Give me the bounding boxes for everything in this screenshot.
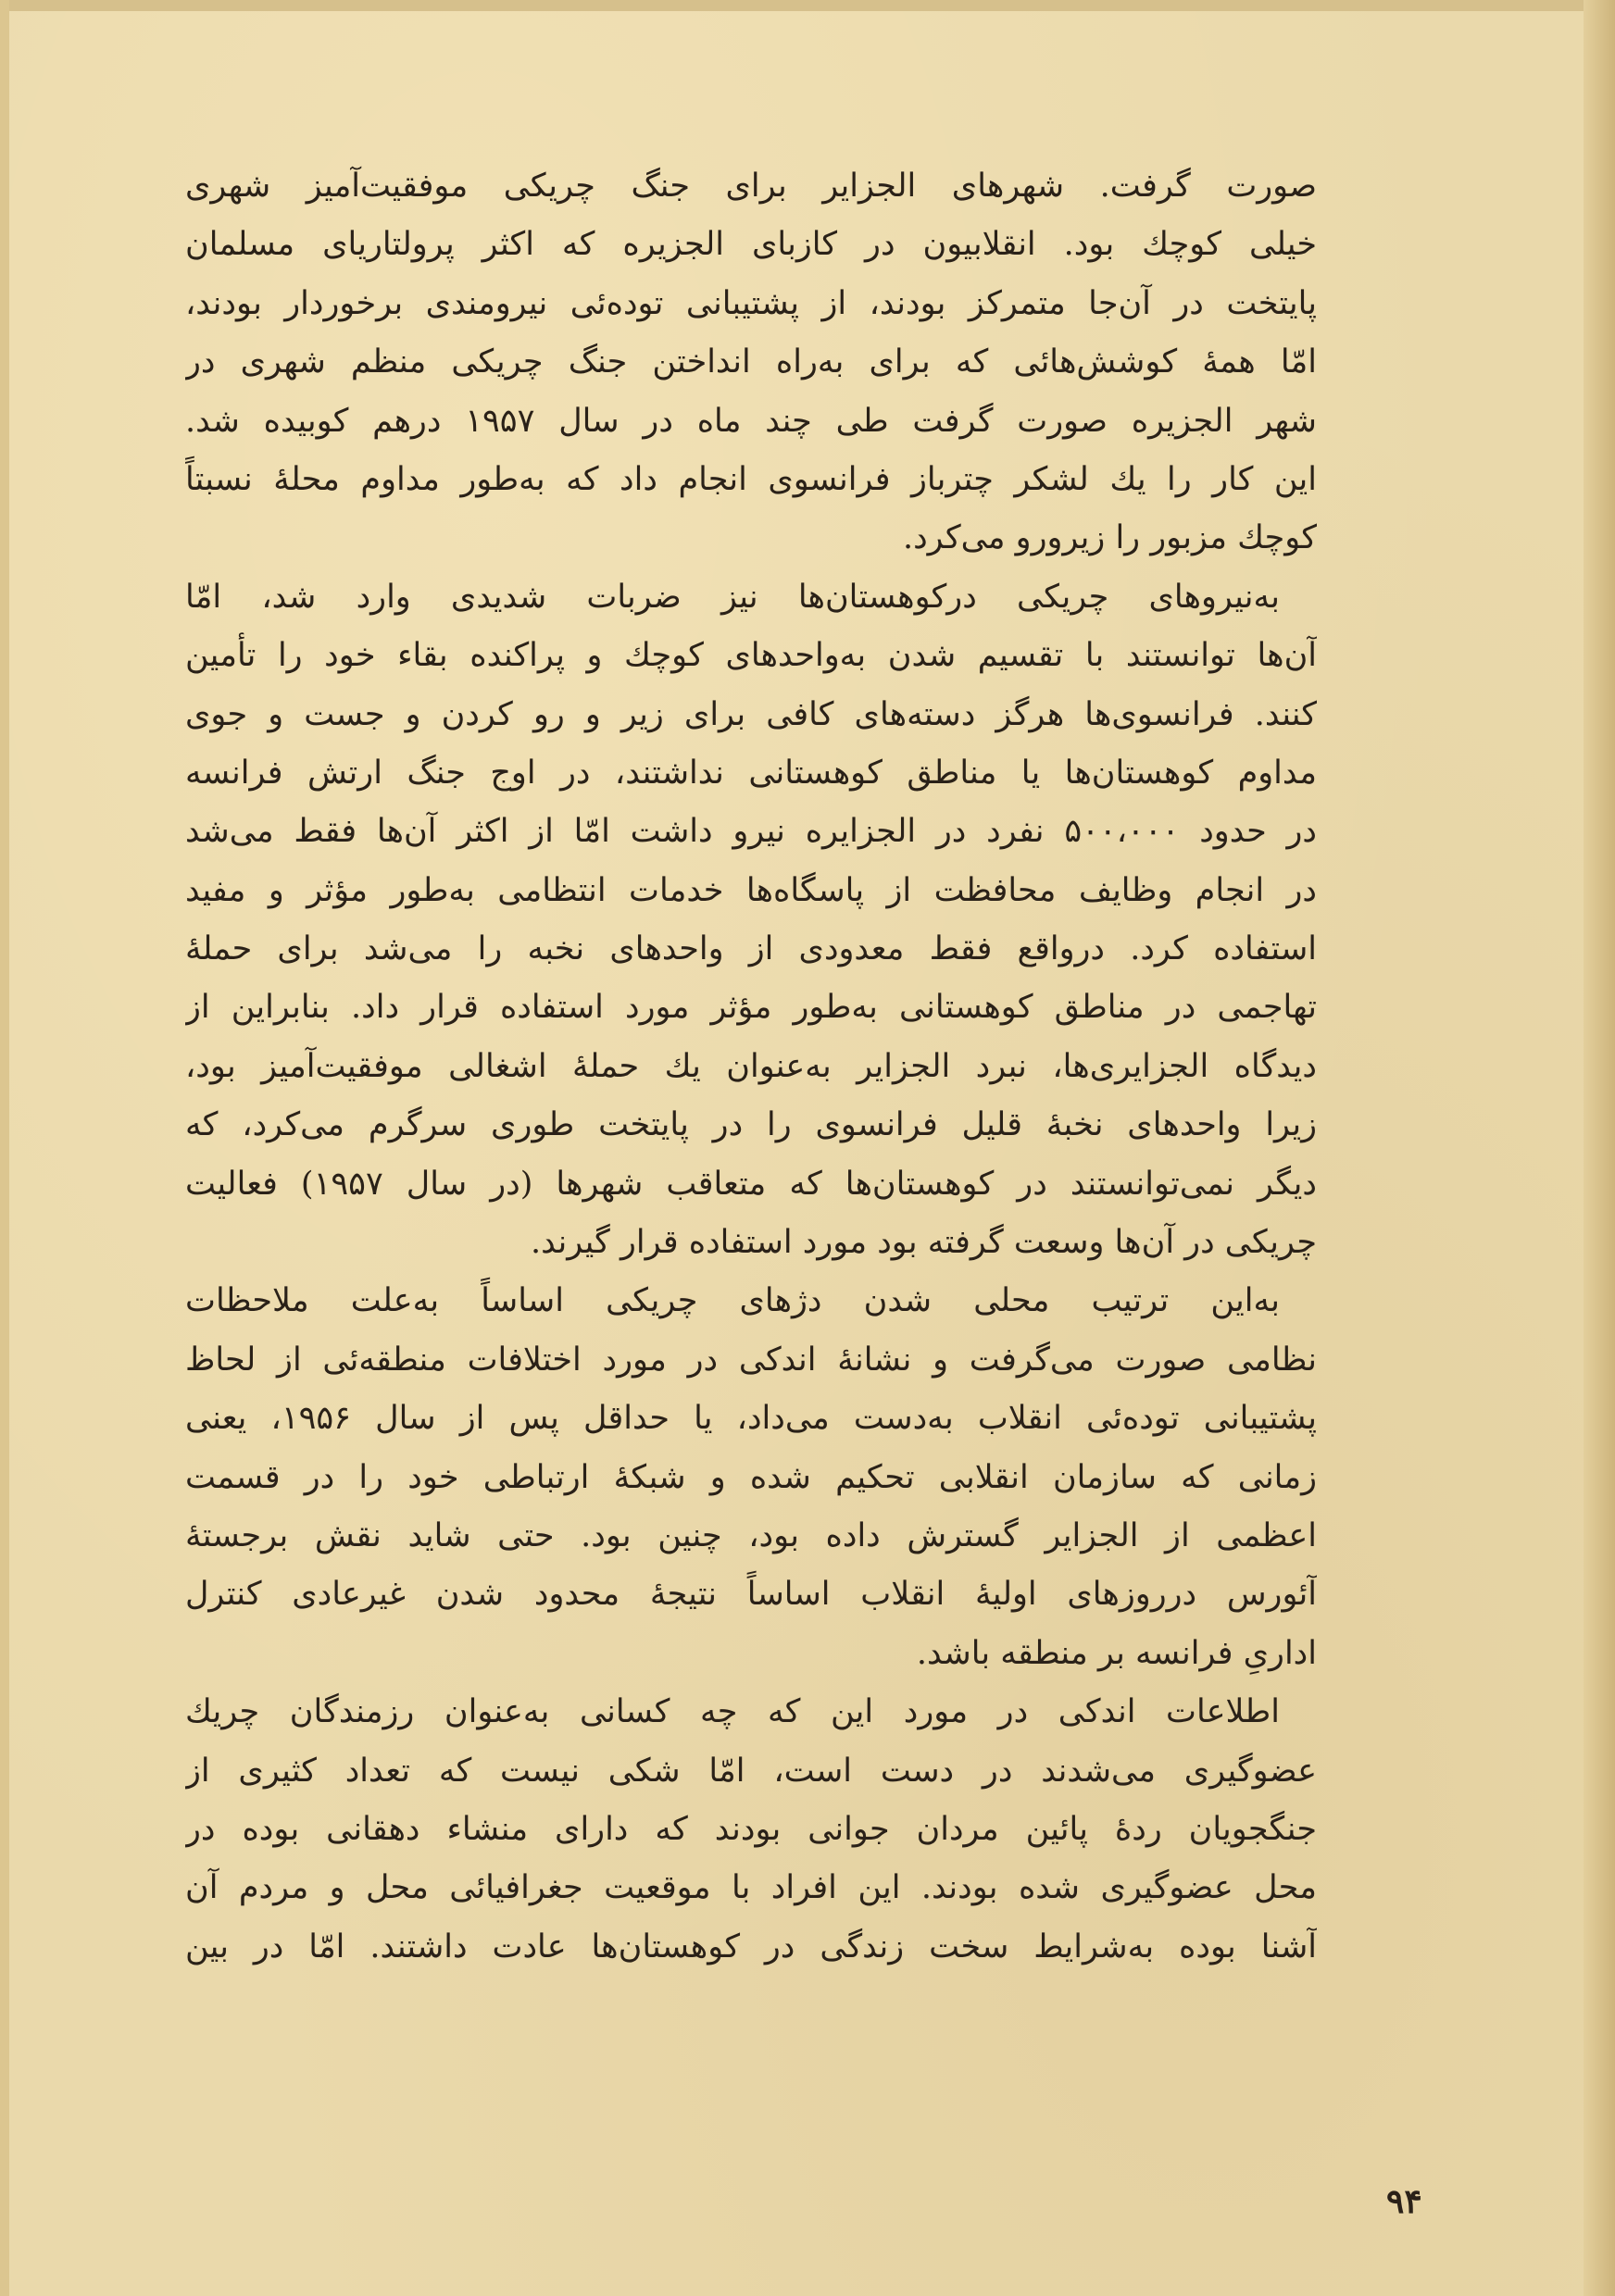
paragraph-1 [185,157,1317,568]
body-text [185,157,1317,1977]
page-right-edge [1584,0,1615,2296]
text-line: پایتخت در آن‌جا متمرکز بودند، از پشتیبانی توده‌ئی نیرومندی برخوردار بودند، [185,284,1317,322]
text-line: نظامی صورت می‌گرفت و نشانهٔ اندکی در مورد اختلافات منطقه‌ئی از لحاظ [185,1341,1317,1379]
text-line: زمانی که سازمان انقلابی تحکیم شده و شبکهٔ ارتباطی خود را در قسمت [185,1458,1317,1496]
text-line: زیرا واحدهای نخبهٔ قلیل فرانسوی را در پایتخت طوری سرگرم می‌کرد، که [185,1106,1317,1144]
page-number: ۹۴ [1386,2182,1422,2221]
text-line: صورت گرفت. شهرهای الجزایر برای جنگ چریکی موفقیت‌آمیز شهری [185,168,1317,205]
text-line: چریکی در آن‌ها وسعت گرفته بود مورد استفاده قرار گیرند. [531,1224,1317,1262]
text-line: اعظمی از الجزایر گسترش داده بود، چنین بود. حتی شاید نقش برجستهٔ [185,1516,1317,1554]
text-line: مداوم کوهستان‌ها یا مناطق کوهستانی نداشتند، در اوج جنگ ارتش فرانسه [185,754,1317,792]
text-line: این کار را یك لشکر چترباز فرانسوی انجام داد که به‌طور مداوم محلهٔ نسبتاً [185,460,1317,498]
text-line: در حدود ۵۰۰،۰۰۰ نفرد در الجزایره نیرو داشت امّا از اکثر آن‌ها فقط می‌شد [185,813,1317,851]
text-line: آن‌ها توانستند با تقسیم شدن به‌واحدهای کوچك و پراکنده بقاء خود را تأمین [185,637,1317,675]
text-line: آشنا بوده به‌شرایط سخت زندگی در کوهستان‌ها عادت داشتند. امّا در بین [185,1928,1317,1965]
text-line: جنگجویان ردهٔ پائین مردان جوانی بودند که دارای منشاء دهقانی بوده در [185,1810,1317,1848]
text-line: استفاده کرد. درواقع فقط معدودی از واحدهای نخبه را می‌شد برای حملهٔ [185,930,1317,968]
text-line: دیگر نمی‌توانستند در کوهستان‌ها که متعاقب شهرها (در سال ۱۹۵۷) فعالیت [185,1165,1317,1203]
text-line: آئورس درروزهای اولیهٔ انقلاب اساساً نتیجهٔ محدود شدن غیرعادی کنترل [185,1576,1317,1614]
text-line: به‌این ترتیب محلی شدن دژهای چریکی اساساً به‌علت ملاحظات [185,1282,1280,1320]
page-top-edge [0,0,1615,11]
page-left-edge [0,0,9,2296]
paragraph-3 [185,1272,1317,1683]
text-line: اطلاعات اندکی در مورد این که چه کسانی به‌عنوان رزمندگان چریك [185,1693,1280,1731]
text-line: محل عضوگیری شده بودند. این افراد با موقعیت جغرافیائی محل و مردم آن [185,1869,1317,1907]
text-line: تهاجمی در مناطق کوهستانی به‌طور مؤثر مورد استفاده قرار داد. بنابراین از [185,989,1317,1027]
paragraph-2 [185,568,1317,1273]
text-line: دیدگاه الجزایری‌ها، نبرد الجزایر به‌عنوان یك حملهٔ اشغالی موفقیت‌آمیز بود، [185,1047,1317,1085]
paragraph-4 [185,1683,1317,1977]
text-line: اداریِ فرانسه بر منطقه باشد. [916,1634,1317,1672]
text-line: خیلی کوچك بود. انقلابیون در کازبای الجزیره که اکثر پرولتاریای مسلمان [185,226,1317,264]
text-line: پشتیبانی توده‌ئی انقلاب به‌دست می‌داد، یا حداقل پس از سال ۱۹۵۶، یعنی [185,1400,1317,1438]
text-line: شهر الجزیره صورت گرفت طی چند ماه در سال ۱۹۵۷ درهم کوبیده شد. [185,402,1317,440]
text-line: امّا همهٔ کوشش‌هائی که برای به‌راه انداختن جنگ چریکی منظم شهری در [185,343,1317,381]
text-line: عضوگیری می‌شدند در دست است، امّا شکی نیست که تعداد کثیری از [185,1752,1317,1790]
text-line: کوچك مزبور را زیرورو می‌کرد. [902,519,1317,557]
text-line: کنند. فرانسوی‌ها هرگز دسته‌های کافی برای زیر و رو کردن و جست و جوی [185,695,1317,733]
text-line: به‌نیروهای چریکی درکوهستان‌ها نیز ضربات شدیدی وارد شد، امّا [185,578,1280,616]
text-line: در انجام وظایف محافظت از پاسگاه‌ها خدمات انتظامی به‌طور مؤثر و مفید [185,871,1317,909]
